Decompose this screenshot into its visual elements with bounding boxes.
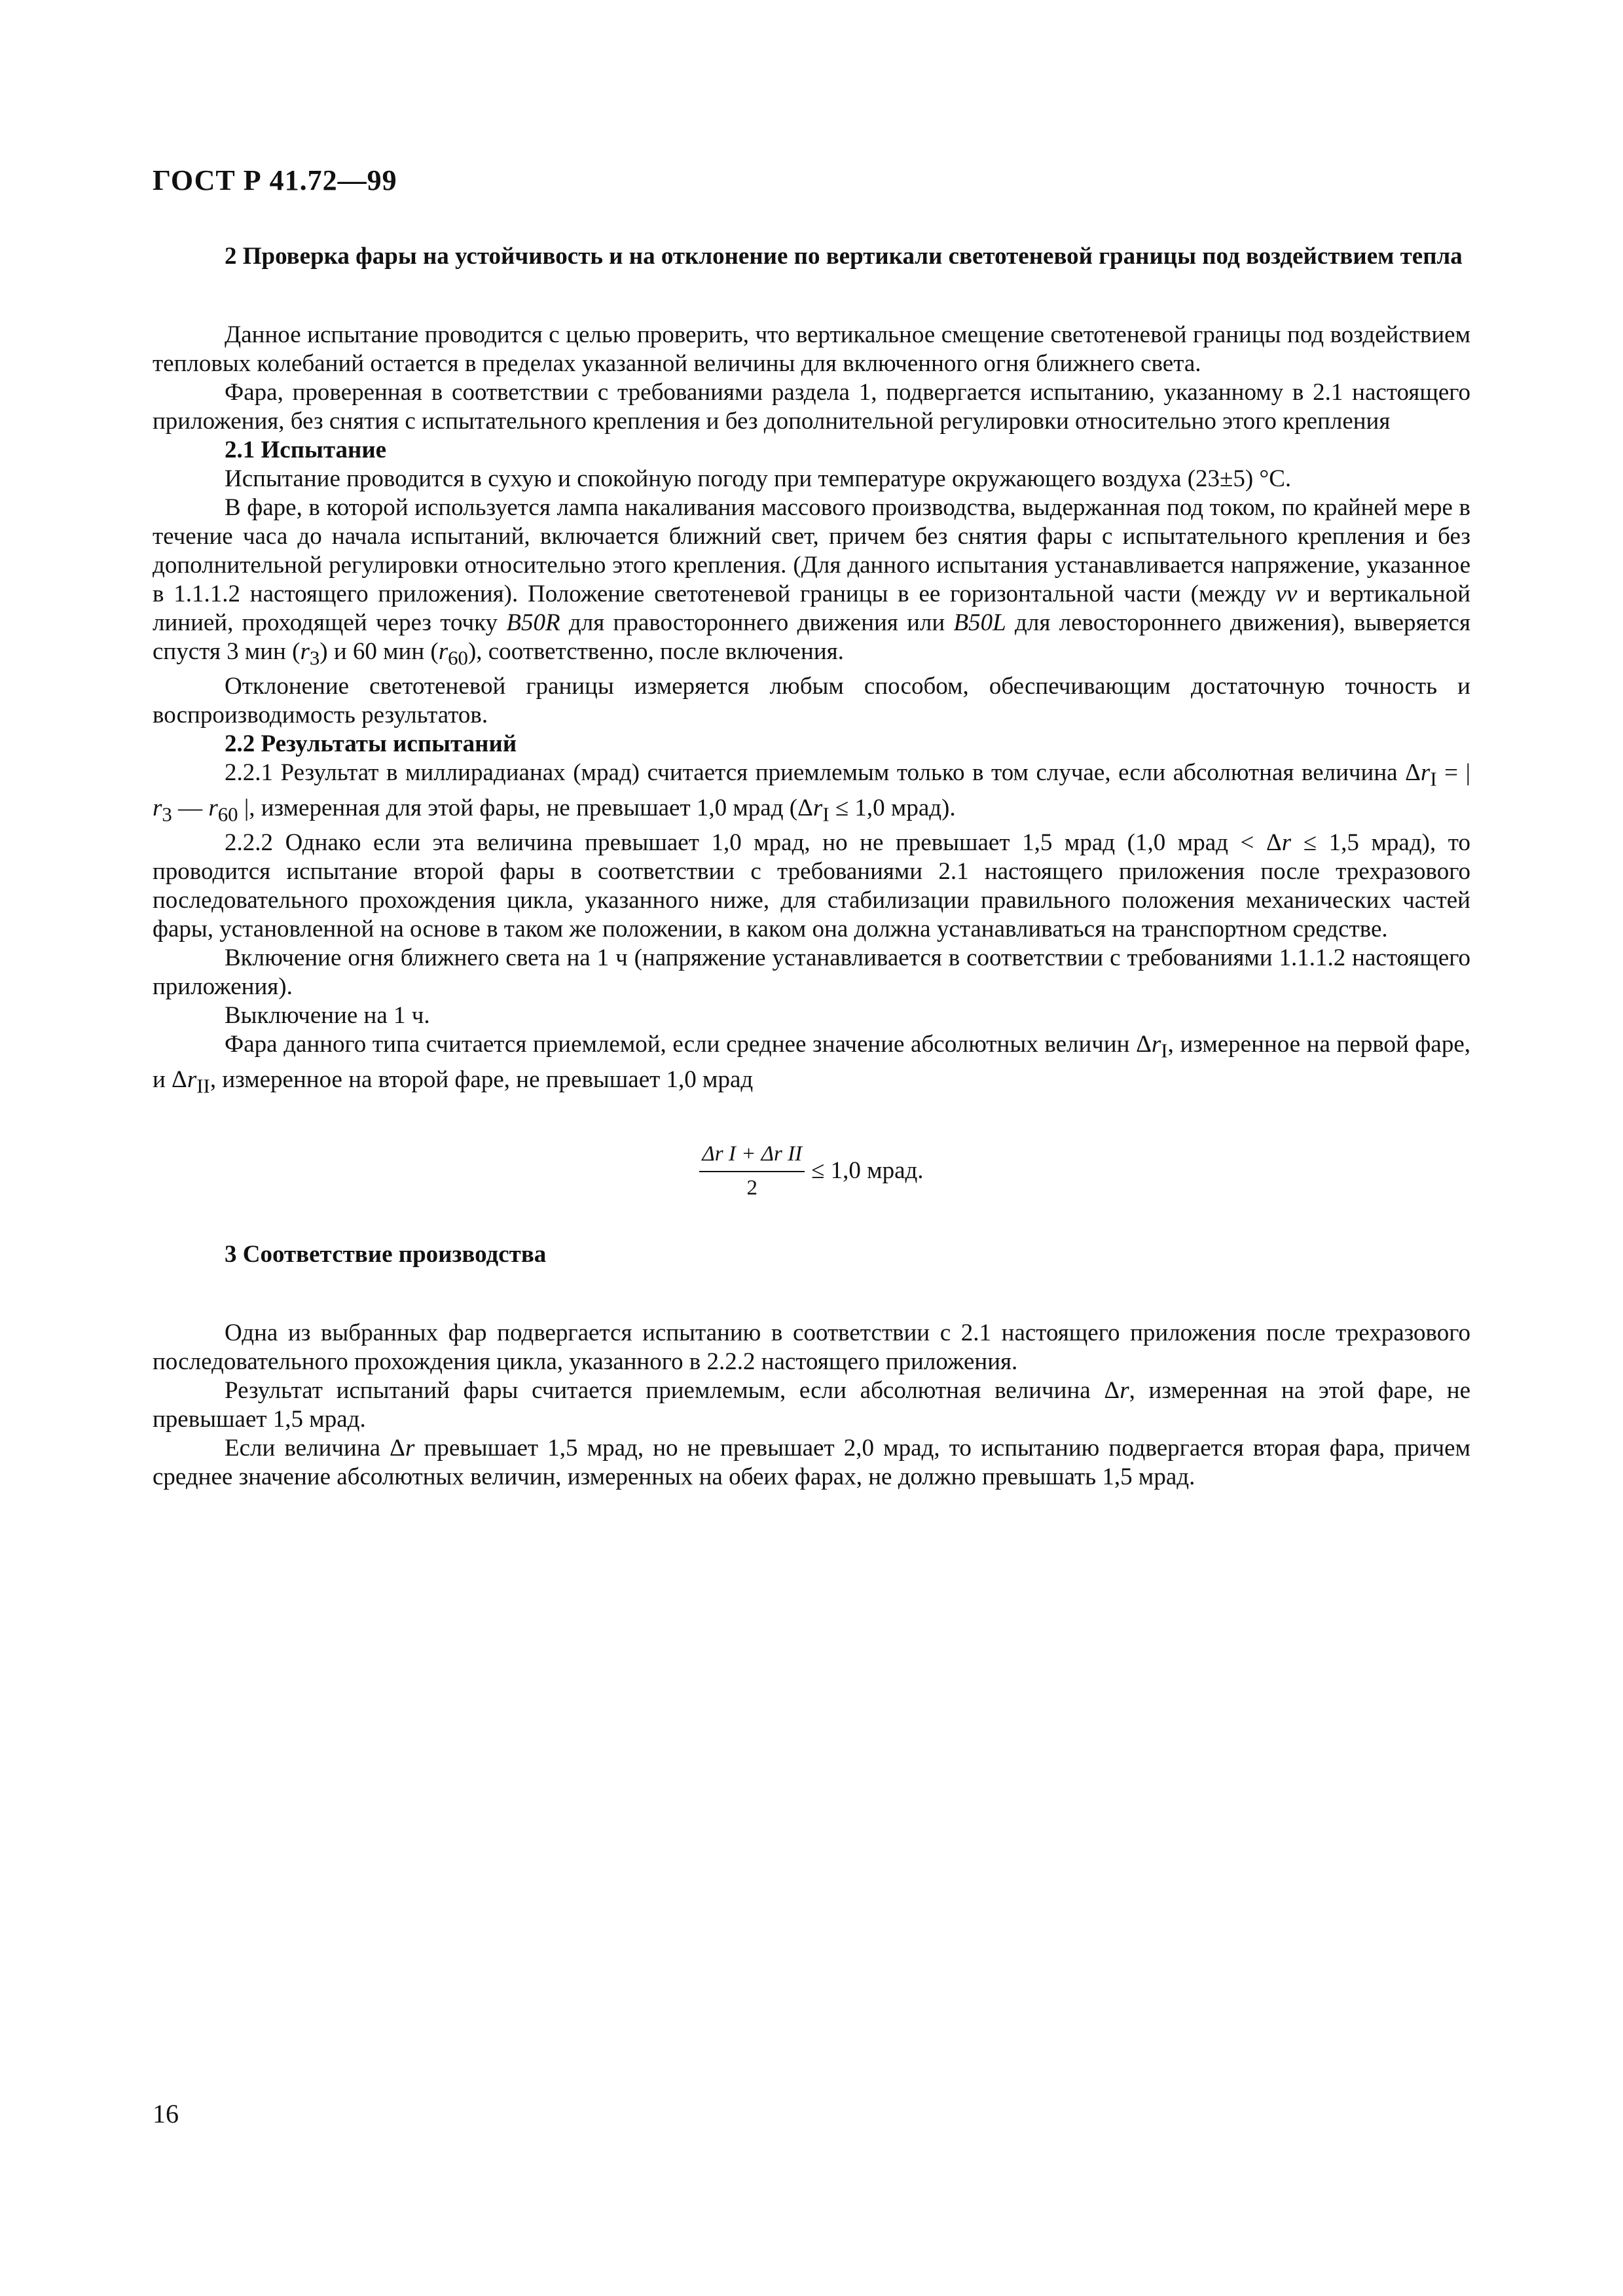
acceptance-formula	[153, 1139, 1470, 1202]
section-3-paragraph-2: Результат испытаний фары считается приемлемым, если абсолютная величина Δr, измеренная на этой фаре, не превышает 1,5 мрад.	[153, 1376, 1471, 1433]
subsection-2-1-paragraph-2: В фаре, в которой используется лампа накаливания массового производства, выдержанная под током, по крайней мере в течение часа до начала испытаний, включается ближний свет, причем без снятия фары с испытательного крепления и без дополнительной регулировки относительно этого крепления. (Для данного испытания устанавливается напряжение, указанное в 1.1.1.2 настоящего приложения). Положение светотеневой границы в ее горизонтальной части (между vv и вертикальной линией, проходящей через точку B50R для правостороннего движения или B50L для левостороннего движения), выверяется спустя 3 мин $(r_3)$ и 60 мин $(r_{60})$, соответственно, после включения.	[153, 494, 1471, 670]
section-2-paragraph-1: Данное испытание проводится с целью проверить, что вертикальное смещение светотеневой границы под воздействием тепловых колебаний остается в пределах указанной величины для включенного огня ближнего света.	[153, 321, 1470, 377]
section-2-paragraph-2: Фара, проверенная в соответствии с требованиями раздела 1, подвергается испытанию, указанному в 2.1 настоящего приложения, без снятия с испытательного крепления и без дополнительной регулировки относительно этого крепления	[153, 379, 1470, 435]
formula-numerator: Δr I + Δr II	[699, 1139, 805, 1172]
clause-2-2-1: 2.2.1 Результат в миллирадианах (мрад) считается приемлемым только в том случае, если абсолютная величина $\Delta r_I$ = | $r_3$ — $r_{60}$ |, измеренная для этой фары, не превышает 1,0 мрад ($\Delta r_I \le 1,0$ мрад).	[153, 759, 1471, 826]
section-3-heading: 3 Соответствие производства	[225, 1240, 547, 1268]
page-number: 16	[153, 2099, 179, 2128]
section-3-paragraph-3: Если величина Δr превышает 1,5 мрад, но не превышает 2,0 мрад, то испытанию подвергается вторая фара, причем среднее значение абсолютных величин, измеренных на обеих фарах, не должно превышать 1,5 мрад.	[153, 1434, 1470, 1490]
section-2-heading: 2 Проверка фары на устойчивость и на отклонение по вертикали светотеневой границы под воздействием тепла	[225, 243, 1463, 270]
section-3-paragraph-1: Одна из выбранных фар подвергается испытанию в соответствии с 2.1 настоящего приложения после трехразового последовательного прохождения цикла, указанного в 2.2.2 настоящего приложения.	[153, 1319, 1470, 1375]
subsection-2-2-heading: 2.2 Результаты испытаний	[225, 730, 517, 758]
clause-2-2-2-acceptance: Фара данного типа считается приемлемой, если среднее значение абсолютных величин $\Delta r_I$, измеренное на первой фаре, и $\Delta r_{II}$, измеренное на второй фаре, не превышает 1,0 мрад	[153, 1031, 1470, 1097]
document-body	[153, 242, 1470, 1492]
document-code-header: ГОСТ Р 41.72—99	[153, 164, 397, 196]
subsection-2-1-paragraph-1: Испытание проводится в сухую и спокойную погоду при температуре окружающего воздуха (23±5) °С.	[225, 465, 1292, 492]
subsection-2-1-heading: 2.1 Испытание	[225, 437, 387, 463]
formula-fraction	[699, 1139, 805, 1202]
clause-2-2-2-cycle-off: Выключение на 1 ч.	[225, 1002, 430, 1030]
formula-rhs: ≤ 1,0 мрад.	[811, 1157, 924, 1184]
clause-2-2-2: 2.2.2 Однако если эта величина превышает 1,0 мрад, но не превышает 1,5 мрад (1,0 мрад < Δr ≤ 1,5 мрад), то проводится испытание второй фары в соответствии с требованиями 2.1 настоящего приложения после трехразового последовательного прохождения цикла, указанного ниже, для стабилизации правильного положения механических частей фары, установленной на основе в таком же положении, в каком она должна устанавливаться на транспортном средстве.	[153, 829, 1470, 943]
subsection-2-1-paragraph-3: Отклонение светотеневой границы измеряется любым способом, обеспечивающим достаточную точность и воспроизводимость результатов.	[153, 673, 1470, 729]
clause-2-2-2-cycle-on: Включение огня ближнего света на 1 ч (напряжение устанавливается в соответствии с требованиями 1.1.1.2 настоящего приложения).	[153, 944, 1470, 1001]
formula-denominator: 2	[746, 1175, 757, 1200]
